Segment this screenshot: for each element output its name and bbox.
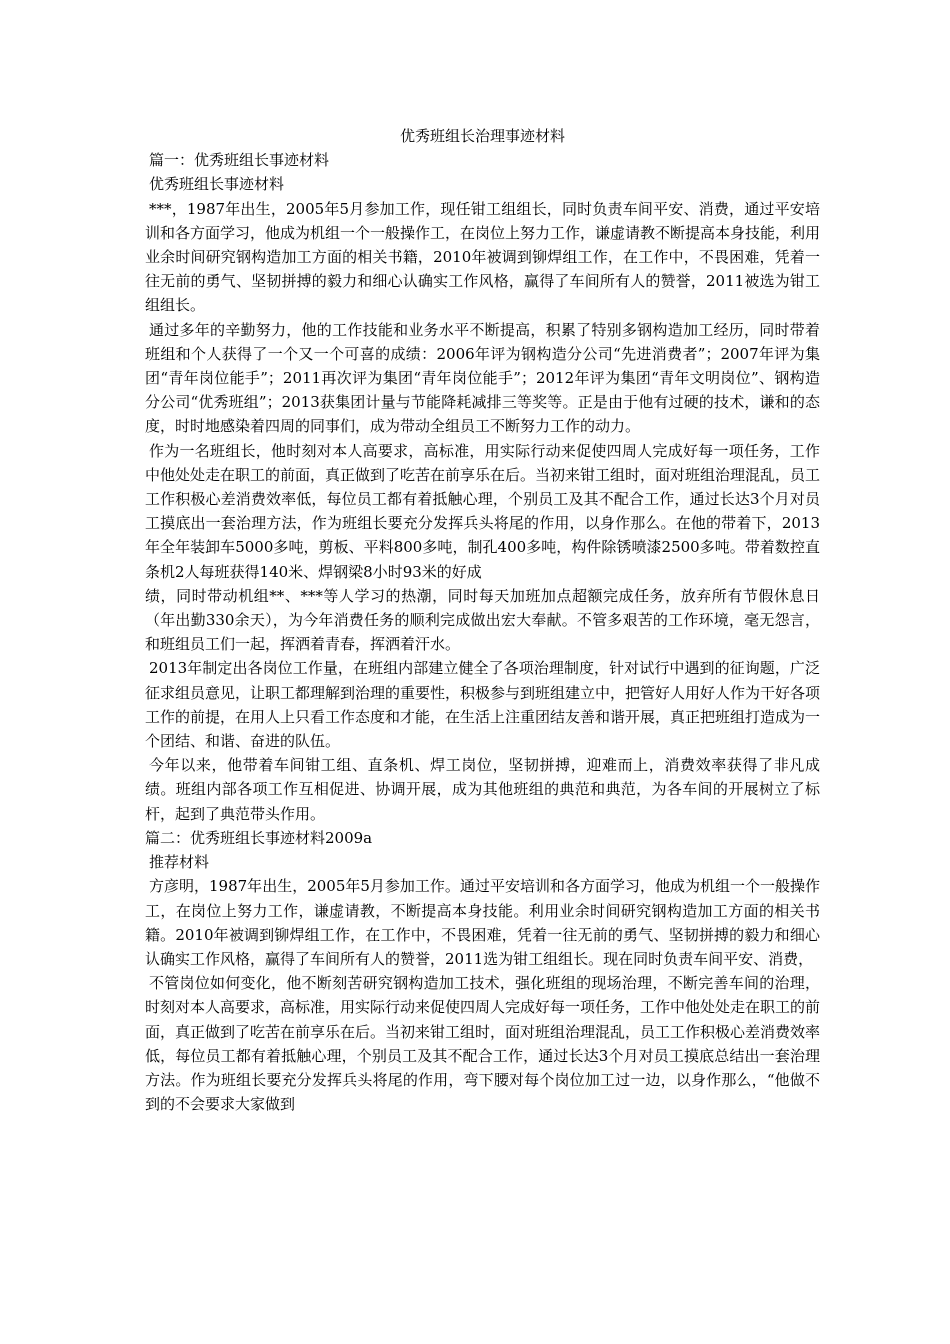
subheading-1: 优秀班组长事迹材料 [149,175,285,194]
paragraph-3: 作为一名班组长，他时刻对本人高要求，高标准，用实际行动来促使四周人完成好每一项任务，工作中他处处走在职工的前面，真正做到了吃苦在前享乐在后。当初来钳工组时，面对班组治理混乱，员工工作积极心差消费效率低，每位员工都有着抵触心理，个别员工及其不配合工作，通过长达3个月对员工摸底出一套治理方法，作为班组长要充分发挥兵头将尾的作用，以身作那么。在他的带着下，2013年全年装卸车5000多吨，剪板、平料800多吨，制孔400多吨，构件除锈喷漆2500多吨。带着数控直条机2人每班获得140米、焊钢梁8小时93米的好成 [145,441,821,581]
paragraph-6: 方彦明，1987年出生，2005年5月参加工作。通过平安培训和各方面学习，他成为机组一个一般操作工，在岗位上努力工作，谦虚请教，不断提高本身技能。利用业余时间研究钢构造加工方面的相关书籍。2010年被调到铆焊组工作，在工作中，不畏困难，凭着一往无前的勇气、坚韧拼搏的毅力和细心认确实工作风格，赢得了车间所有人的赞誉，2011选为钳工组组长。现在同时负责车间平安、消费， [145,877,820,968]
paragraph-5: 今年以来，他带着车间钳工组、直条机、焊工岗位，坚韧拼搏，迎难而上，消费效率获得了非凡成绩。班组内部各项工作互相促进、协调开展，成为其他班组的典范和典范，为各车间的开展树立了标杆，起到了典范带头作用。 [145,756,820,823]
document-page [145,124,820,1116]
paragraph-4: 2013年制定出各岗位工作量，在班组内部建立健全了各项治理制度，针对试行中遇到的征询题，广泛征求组员意见，让职工都理解到治理的重要性，积极参与到班组建立中，把管好人用好人作为干好各项工作的前提，在用人上只看工作态度和才能，在生活上注重团结友善和谐开展，真正把班组打造成为一个团结、和谐、奋进的队伍。 [145,659,821,751]
document-title: 优秀班组长治理事迹材料 [399,127,565,145]
paragraph-2: 通过多年的辛勤努力，他的工作技能和业务水平不断提高，积累了特别多钢构造加工经历，同时带着班组和个人获得了一个又一个可喜的成绩：2006年评为钢构造分公司“先进消费者”；2007年评为集团“青年岗位能手”；2011再次评为集团“青年岗位能手”；2012年评为集团“青年文明岗位”、钢构造分公司“优秀班组”；2013获集团计量与节能降耗减排三等奖等。正是由于他有过硬的技术，谦和的态度，时时地感染着四周的同事们，成为带动全组员工不断努力工作的动力。 [145,320,820,436]
section-heading-2: 篇二：优秀班组长事迹材料2009a [145,828,373,847]
subheading-2: 推荐材料 [149,853,210,872]
paragraph-7: 不管岗位如何变化，他不断刻苦研究钢构造加工技术，强化班组的现场治理，不断完善车间的治理，时刻对本人高要求，高标准，用实际行动来促使四周人完成好每一项任务，工作中他处处走在职工的前面，真正做到了吃苦在前享乐在后。当初来钳工组时，面对班组治理混乱，员工工作积极心差消费效率低，每位员工都有着抵触心理，个别员工及其不配合工作，通过长达3个月对员工摸底总结出一套治理方法。作为班组长要充分发挥兵头将尾的作用，弯下腰对每个岗位加工过一边，以身作那么，“他做不到的不会要求大家做到 [145,974,821,1114]
paragraph-1: ***，1987年出生，2005年5月参加工作，现任钳工组组长，同时负责车间平安、消费，通过平安培训和各方面学习，他成为机组一个一般操作工，在岗位上努力工作，谦虚请教不断提高本身技能，利用业余时间研究钢构造加工方面的相关书籍，2010年被调到铆焊组工作，在工作中，不畏困难，凭着一往无前的勇气、坚韧拼搏的毅力和细心认确实工作风格，赢得了车间所有人的赞誉，2011被选为钳工组组长。 [145,199,821,315]
paragraph-3-continued: 绩，同时带动机组**、***等人学习的热潮，同时每天加班加点超额完成任务，放弃所有节假休息日（年出勤330余天），为今年消费任务的顺利完成做出宏大奉献。不管多艰苦的工作环境，毫无怨言，和班组员工们一起，挥洒着青春，挥洒着汗水。 [145,586,820,654]
section-heading-1: 篇一：优秀班组长事迹材料 [149,151,330,170]
